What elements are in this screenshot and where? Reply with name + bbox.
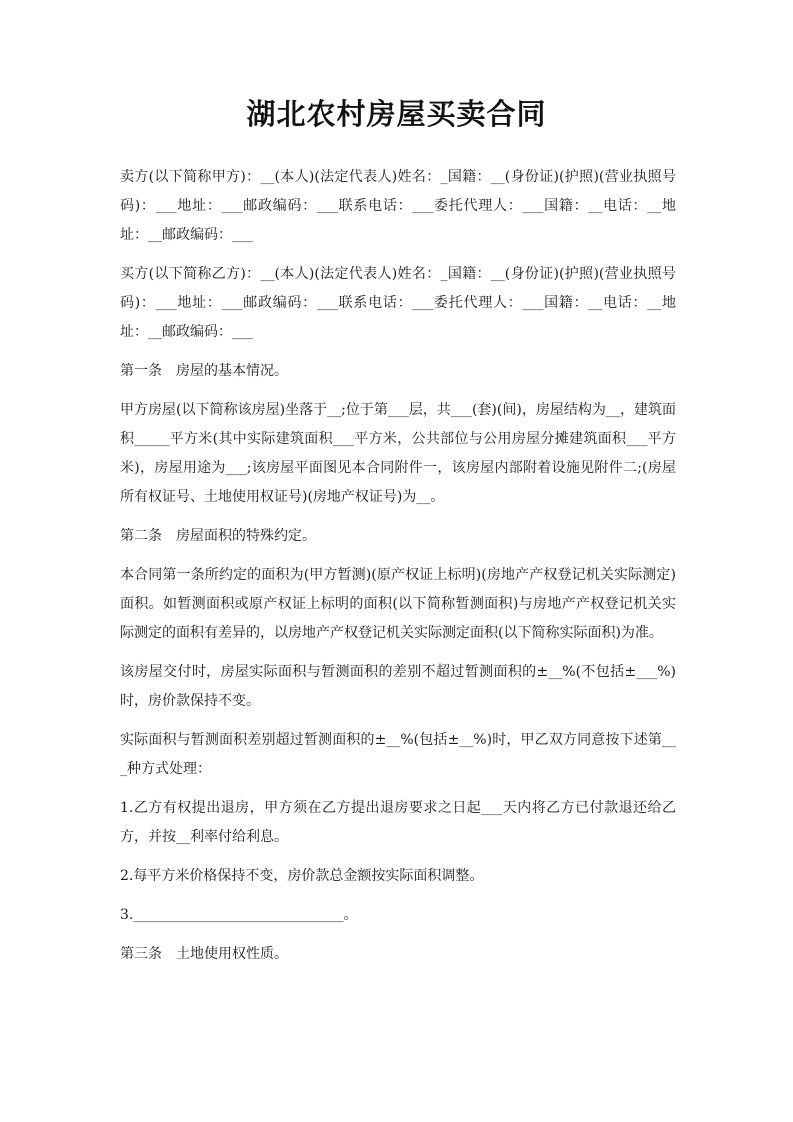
buyer-info-paragraph: 买方(以下简称乙方)：__(本人)(法定代表人)姓名：_国籍：__(身份证)(护照)(营业执照号码)：___地址：___邮政编码：___联系电话：___委托代理人：___国籍：__电话：__地址：__邮政编码：___	[120, 266, 676, 340]
area-tolerance-paragraph: 该房屋交付时，房屋实际面积与暂测面积的差别不超过暂测面积的±__%(不包括±___%)时，房价款保持不变。	[120, 664, 676, 709]
seller-info-paragraph: 卖方(以下简称甲方)：__(本人)(法定代表人)姓名：_国籍：__(身份证)(护照)(营业执照号码)：___地址：___邮政编码：___联系电话：___委托代理人：___国籍：__电话：__地址：__邮政编码：___	[120, 169, 676, 243]
article-1-content: 甲方房屋(以下简称该房屋)坐落于__;位于第___层，共___(套)(间)，房屋结构为__，建筑面积_____平方米(其中实际建筑面积___平方米，公共部位与公用房屋分摊建筑面积___平方米)，房屋用途为___;该房屋平面图见本合同附件一，该房屋内部附着设施见附件二;(房屋所有权证号、土地使用权证号)(房地产权证号)为__。	[120, 402, 676, 505]
option-1-paragraph: 1.乙方有权提出退房，甲方须在乙方提出退房要求之日起___天内将乙方已付款退还给乙方，并按__利率付给利息。	[120, 800, 676, 845]
document-body	[120, 163, 676, 979]
article-2-content: 本合同第一条所约定的面积为(甲方暂测)(原产权证上标明)(房地产产权登记机关实际测定)面积。如暂测面积或原产权证上标明的面积(以下简称暂测面积)与房地产产权登记机关实际测定的面积有差异的，以房地产产权登记机关实际测定面积(以下简称实际面积)为准。	[120, 567, 676, 641]
article-3-heading: 第三条 土地使用权性质。	[120, 946, 288, 962]
article-2-heading: 第二条 房屋面积的特殊约定。	[120, 528, 316, 544]
option-2-paragraph: 2.每平方米价格保持不变，房价款总金额按实际面积调整。	[120, 868, 484, 884]
article-1-heading: 第一条 房屋的基本情况。	[120, 363, 288, 379]
document-title: 湖北农村房屋买卖合同	[246, 97, 547, 131]
option-3-paragraph: 3.______________________________。	[120, 907, 358, 923]
area-exceed-paragraph: 实际面积与暂测面积差别超过暂测面积的±__%(包括±__%)时，甲乙双方同意按下述第___种方式处理：	[120, 732, 676, 777]
